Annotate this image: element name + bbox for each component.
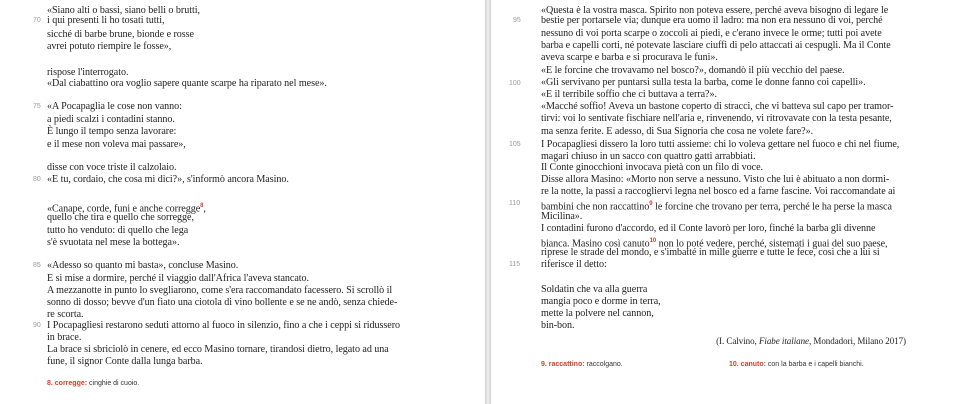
text-line: quello che tira e quello che sorregge, <box>47 212 194 223</box>
text-line: bambini che non raccattino$^9$ le forcine che trovano per terra, perché le ha perse la masca <box>541 201 892 213</box>
text-line: «Gli servivano per puntarsi sulla testa la barba, come le donne fanno coi capelli». <box>541 77 866 88</box>
text-line: i qui presenti li ho tosati tutti, <box>47 15 165 26</box>
text-line: a piedi scalzi i contadini stanno. <box>47 114 175 125</box>
text-line: È lungo il tempo senza lavorare: <box>47 126 177 137</box>
text-line: I Pocapagliesi restarono seduti attorno al fuoco in silenzio, fino a che i ceppi si ridussero <box>47 320 401 331</box>
text-line: «E il terribile soffio che ci buttava a terra?». <box>541 89 717 100</box>
text-line: «E le forcine che trovavamo nel bosco?», domandò il più vecchio del paese. <box>541 65 845 76</box>
text-line: «E tu, cordaio, che cosa mi dici?», s'informò ancora Masino. <box>47 174 289 185</box>
text-line: rispose l'interrogato. <box>47 67 129 78</box>
line-number: 90 <box>33 322 41 329</box>
verse-line: mette la polvere nel cannon, <box>541 308 654 319</box>
text-line: I contadini furono d'accordo, ed il Conte lavorò per loro, finché la barba gli divenne <box>541 223 876 234</box>
text-line: re la notte, la passi a raccogliervi legna nel bosco ed a farne fascine. Voi raccomandate ai <box>541 186 896 197</box>
text-line: riferisce il detto: <box>541 259 607 270</box>
text-line: E si mise a dormire, perché il viaggio dall'Africa l'aveva stancato. <box>47 273 310 284</box>
text-line: in brace. <box>47 332 82 343</box>
text-line: «Dal ciabattino ora voglio sapere quante scarpe ha riparato nel mese». <box>47 78 327 89</box>
text-line: bianca. Masino così canuto$^{10}$ non lo poté vedere, perché, sistemati i guai del suo paese, <box>541 238 888 250</box>
text-line: nessuno di voi porta scarpe o zoccoli ai piedi, e c'erano invece le orme; tutti poi avete <box>541 28 882 39</box>
line-number: 80 <box>33 176 41 183</box>
verse-line: Soldatin che va alla guerra <box>541 284 648 295</box>
text-line: magari chiuso in un sacco con quattro gatti arrabbiati. <box>541 151 756 162</box>
footnote: 10. canuto: con la barba e i capelli bianchi. <box>729 361 864 368</box>
text-line: I Pocapagliesi dissero la loro tutti assieme: chi lo voleva gettare nel fuoco e chi nel fiume, <box>541 139 900 150</box>
text-line: «Adesso so quanto mi basta», concluse Masino. <box>47 260 239 271</box>
text-line: aveva scarpe e barba e si procurava le funi». <box>541 52 718 63</box>
text-line: re scorta. <box>47 309 84 320</box>
footnote: 8. corregge: cinghie di cuoio. <box>47 380 140 387</box>
text-line: Il Conte ginocchioni invocava pietà con un filo di voce. <box>541 162 764 173</box>
text-line: fune, il signor Conte dalla lunga barba. <box>47 356 203 367</box>
source-citation: (I. Calvino, Fiabe italiane, Mondadori, Milano 2017) <box>716 336 906 346</box>
text-line: riprese le strade del mondo, e s'imbatté in mille guerre e tutte le fece, così che a lui si <box>541 247 880 258</box>
text-line: barba e capelli corti, né potevate lasciare ciuffi di pelo attaccati ai cespugli. Ma il Conte <box>541 40 891 51</box>
footnote-marker: 9 <box>649 201 653 207</box>
text-line: «Canape, corde, funi e anche corregge$^8$, <box>47 203 206 215</box>
footnote-marker: 8 <box>200 203 204 209</box>
left-page <box>0 0 485 404</box>
text-line: «A Pocapaglia le cose non vanno: <box>47 101 182 112</box>
line-number: 115 <box>509 261 521 268</box>
text-line: «Questa è la vostra masca. Spirito non poteva essere, perché aveva bisogno di legare le <box>541 5 889 16</box>
line-number: 95 <box>513 17 521 24</box>
line-number: 110 <box>509 200 521 207</box>
text-line: «Macché soffio! Aveva un bastone coperto di stracci, che vi batteva sul capo per tramor- <box>541 101 894 112</box>
right-page <box>491 0 976 404</box>
footnote: 9. raccattino: raccolgano. <box>541 361 623 368</box>
footnote-marker: 10 <box>649 238 657 244</box>
line-number: 70 <box>33 17 41 24</box>
line-number: 85 <box>33 262 41 269</box>
text-line: tirvi: voi lo sentivate fischiare nell'aria e, rinvenendo, vi ritrovavate con la testa pesante, <box>541 113 892 124</box>
text-line: Micilina». <box>541 211 583 222</box>
text-line: bestie per portarsele via; dunque era uomo il ladro: ma non era nessuno di voi, perché <box>541 15 883 26</box>
line-number: 75 <box>33 103 41 110</box>
text-line: Disse allora Masino: «Morto non serve a nessuno. Visto che lui è abituato a non dormi- <box>541 174 890 185</box>
text-line: tutto ho venduto: di quello che lega <box>47 225 189 236</box>
verse-line: mangia poco e dorme in terra, <box>541 296 661 307</box>
text-line: «Siano alti o bassi, siano belli o brutti, <box>47 5 200 16</box>
text-line: sicché di barbe brune, bionde e rosse <box>47 29 194 40</box>
verse-line: bin-bon. <box>541 320 575 331</box>
text-line: ma senza ferite. E adesso, di Sua Signoria che cosa ne volete fare?». <box>541 126 814 137</box>
text-line: sonno di dosso; bevve d'un fiato una ciotola di vino bollente e se ne andò, senza chiede- <box>47 297 398 308</box>
line-number: 105 <box>509 141 521 148</box>
text-line: disse con voce triste il calzolaio. <box>47 162 177 173</box>
text-line: La brace si sbriciolò in cenere, ed ecco Masino tornare, tirandosi dietro, legato ad una <box>47 344 389 355</box>
line-number: 100 <box>509 80 521 87</box>
text-line: A mezzanotte in punto lo svegliarono, come s'era raccomandato facessero. Si scrollò il <box>47 285 393 296</box>
text-line: e il mese non voleva mai passare», <box>47 139 186 150</box>
text-line: s'è svuotata nel mese la bottega». <box>47 237 180 248</box>
text-line: avrei potuto riempire le fosse», <box>47 41 172 52</box>
